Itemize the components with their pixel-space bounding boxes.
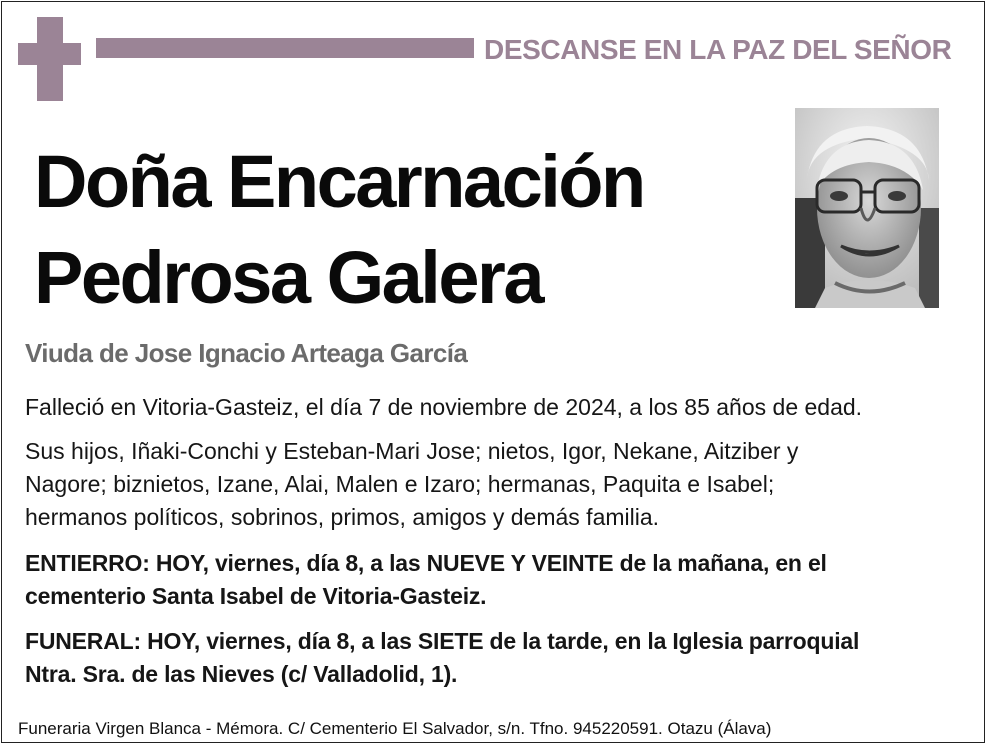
burial-line-2: cementerio Santa Isabel de Vitoria-Gasteiz. bbox=[25, 583, 487, 609]
family-line-3: hermanos políticos, sobrinos, primos, amigos y demás familia. bbox=[25, 504, 660, 530]
family-line-2: Nagore; biznietos, Izane, Alai, Malen e Izaro; hermanas, Paquita e Isabel; bbox=[25, 471, 775, 497]
deceased-name bbox=[34, 134, 774, 326]
cross-icon-arm bbox=[18, 43, 81, 65]
family-paragraph bbox=[25, 435, 965, 534]
funeral-line-1: FUNERAL: HOY, viernes, día 8, a las SIETE de la tarde, en la Iglesia parroquial bbox=[25, 628, 860, 654]
header-bar bbox=[96, 38, 474, 58]
name-line-2: Pedrosa Galera bbox=[34, 236, 542, 319]
portrait-photo bbox=[795, 108, 939, 308]
funeral-home-footer: Funeraria Virgen Blanca - Mémora. C/ Cementerio El Salvador, s/n. Tfno. 945220591. Otazu (Álava) bbox=[18, 719, 772, 738]
burial-line-1: ENTIERRO: HOY, viernes, día 8, a las NUEVE Y VEINTE de la mañana, en el bbox=[25, 550, 827, 576]
header-motto: DESCANSE EN LA PAZ DEL SEÑOR bbox=[484, 34, 952, 65]
widow-of: Viuda de Jose Ignacio Arteaga García bbox=[25, 338, 468, 368]
funeral-paragraph bbox=[25, 625, 965, 691]
death-notice: Falleció en Vitoria-Gasteiz, el día 7 de noviembre de 2024, a los 85 años de edad. bbox=[25, 394, 863, 420]
burial-paragraph bbox=[25, 547, 965, 613]
name-line-1: Doña Encarnación bbox=[34, 140, 644, 223]
funeral-line-2: Ntra. Sra. de las Nieves (c/ Valladolid, 1). bbox=[25, 661, 458, 687]
portrait-image bbox=[795, 108, 939, 308]
family-line-1: Sus hijos, Iñaki-Conchi y Esteban-Mari Jose; nietos, Igor, Nekane, Aitziber y bbox=[25, 438, 799, 464]
